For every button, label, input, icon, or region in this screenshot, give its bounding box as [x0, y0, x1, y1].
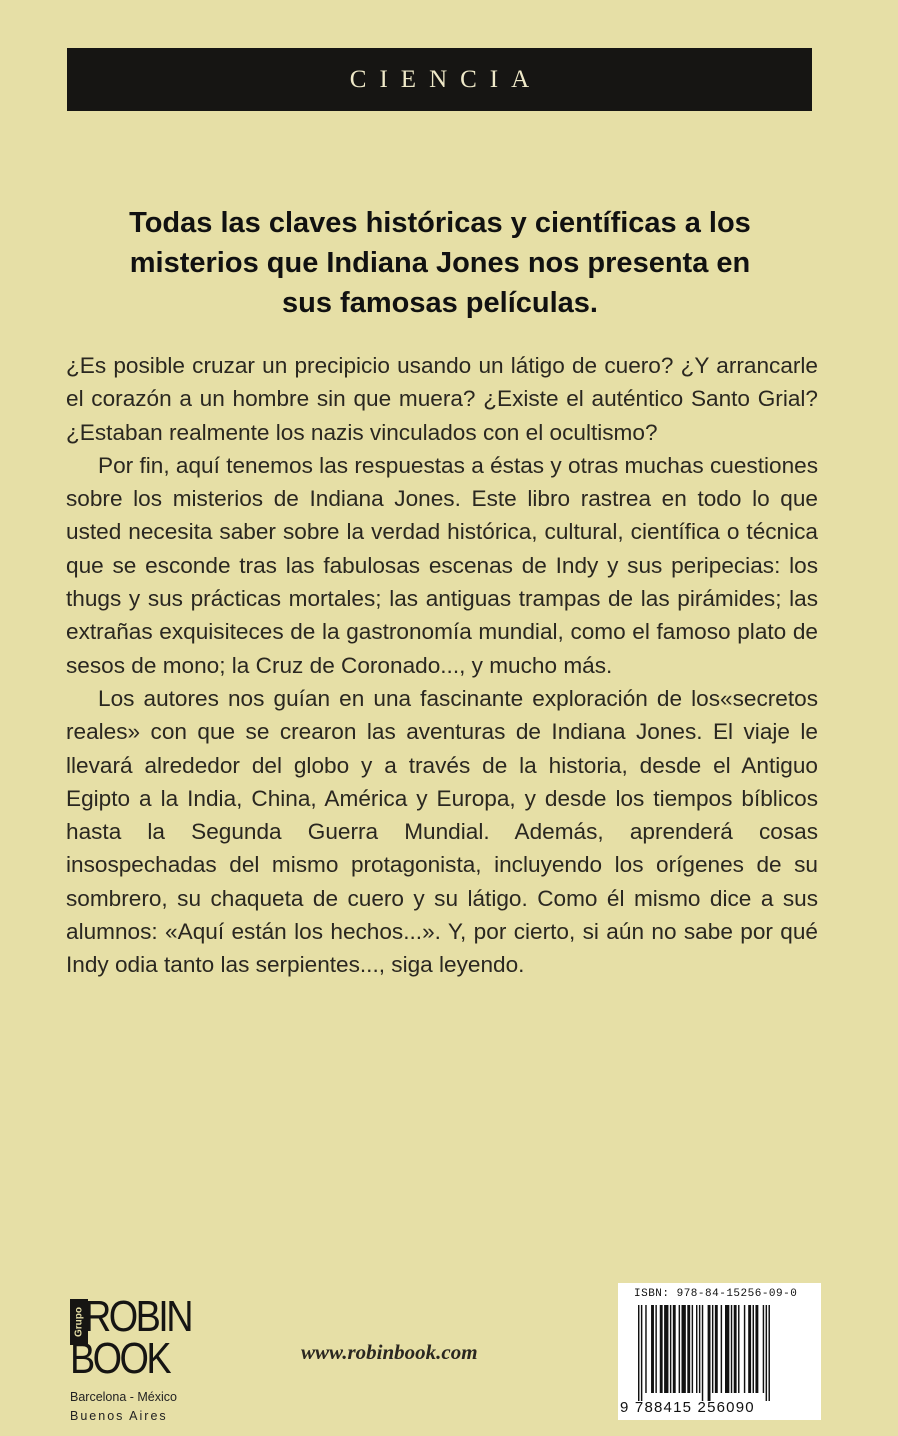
- barcode-bar: [696, 1305, 697, 1393]
- publisher-cities-2: Buenos Aires: [70, 1409, 168, 1423]
- barcode-bars-icon: [638, 1305, 816, 1401]
- barcode-bar: [744, 1305, 745, 1393]
- barcode-bar: [687, 1305, 690, 1393]
- logo-book: BOOK: [70, 1334, 170, 1383]
- headline: [62, 203, 818, 323]
- publisher-cities: Barcelona - México: [70, 1390, 177, 1404]
- barcode-bar: [708, 1305, 711, 1401]
- barcode-bar: [679, 1305, 680, 1393]
- barcode-bar: [670, 1305, 671, 1393]
- barcode-bar: [702, 1305, 703, 1401]
- synopsis-paragraph: ¿Es posible cruzar un precipicio usando un látigo de cuero? ¿Y arrancarle el corazón a un hombre sin que muera? ¿Existe el auténtico Santo Grial? ¿Estaban realmente los nazis vinculados con el ocultismo?: [66, 353, 818, 445]
- barcode-bar: [651, 1305, 654, 1393]
- category-label: CIENCIA: [349, 65, 543, 93]
- barcode-bar: [725, 1305, 729, 1393]
- barcode-bar: [766, 1305, 767, 1401]
- barcode-bar: [664, 1305, 668, 1393]
- barcode-bar: [763, 1305, 764, 1393]
- barcode-bar: [682, 1305, 686, 1393]
- barcode-bar: [699, 1305, 700, 1393]
- barcode: [618, 1283, 821, 1420]
- synopsis: [66, 349, 818, 982]
- publisher-logo: [70, 1292, 210, 1385]
- barcode-bar: [655, 1305, 656, 1393]
- barcode-bar: [641, 1305, 642, 1401]
- barcode-digits: 9 788415 256090: [620, 1399, 755, 1416]
- publisher-website[interactable]: www.robinbook.com: [301, 1340, 478, 1364]
- barcode-bar: [660, 1305, 663, 1393]
- barcode-bar: [769, 1305, 770, 1401]
- headline-line: sus famosas películas.: [282, 287, 598, 319]
- synopsis-paragraph: Los autores nos guían en una fascinante exploración de los«secretos reales» con que se crearon las aventuras de Indiana Jones. El viaje le llevará alrededor del globo y a través de la historia, desde el Antiguo Egipto a la India, China, América y Europa, y desde los tiempos bíblicos hasta la Segunda Guerra Mundial. Además, aprenderá cosas insospechadas del mismo protagonista, incluyendo los orígenes de su sombrero, su chaqueta de cuero y su látigo. Como él mismo dice a sus alumnos: «Aquí están los hechos...». Y, por cierto, si aún no sabe por qué Indy odia tanto las serpientes..., siga leyendo.: [66, 685, 818, 978]
- barcode-bar: [692, 1305, 693, 1393]
- barcode-bar: [731, 1305, 732, 1393]
- synopsis-paragraph: Por fin, aquí tenemos las respuestas a éstas y otras muchas cuestiones sobre los misterios de Indiana Jones. Este libro rastrea en todo lo que usted necesita saber sobre la verdad histórica, cultural, científica o técnica que se esconde tras las fabulosas escenas de Indy y sus peripecias: los thugs y sus prácticas mortales; las antiguas trampas de las pirámides; las extrañas exquisiteces de la gastronomía mundial, como el famoso plato de sesos de mono; la Cruz de Coronado..., y mucho más.: [66, 452, 818, 678]
- barcode-bar: [638, 1305, 639, 1401]
- logo-robin: ROBIN: [84, 1292, 191, 1341]
- barcode-bar: [734, 1305, 737, 1393]
- barcode-bar: [721, 1305, 722, 1393]
- barcode-bar: [673, 1305, 676, 1393]
- isbn-label: ISBN: 978-84-15256-09-0: [634, 1288, 798, 1300]
- barcode-bar: [712, 1305, 713, 1393]
- barcode-bar: [748, 1305, 751, 1393]
- barcode-bar: [715, 1305, 718, 1393]
- headline-line: misterios que Indiana Jones nos presenta en: [129, 247, 751, 279]
- barcode-bar: [755, 1305, 758, 1393]
- headline-line: Todas las claves históricas y científicas a los: [129, 207, 751, 239]
- barcode-bar: [753, 1305, 754, 1393]
- logo-grupo-tab: Grupo: [70, 1299, 88, 1345]
- barcode-bar: [738, 1305, 739, 1393]
- barcode-bar: [645, 1305, 646, 1393]
- category-banner: [67, 48, 812, 111]
